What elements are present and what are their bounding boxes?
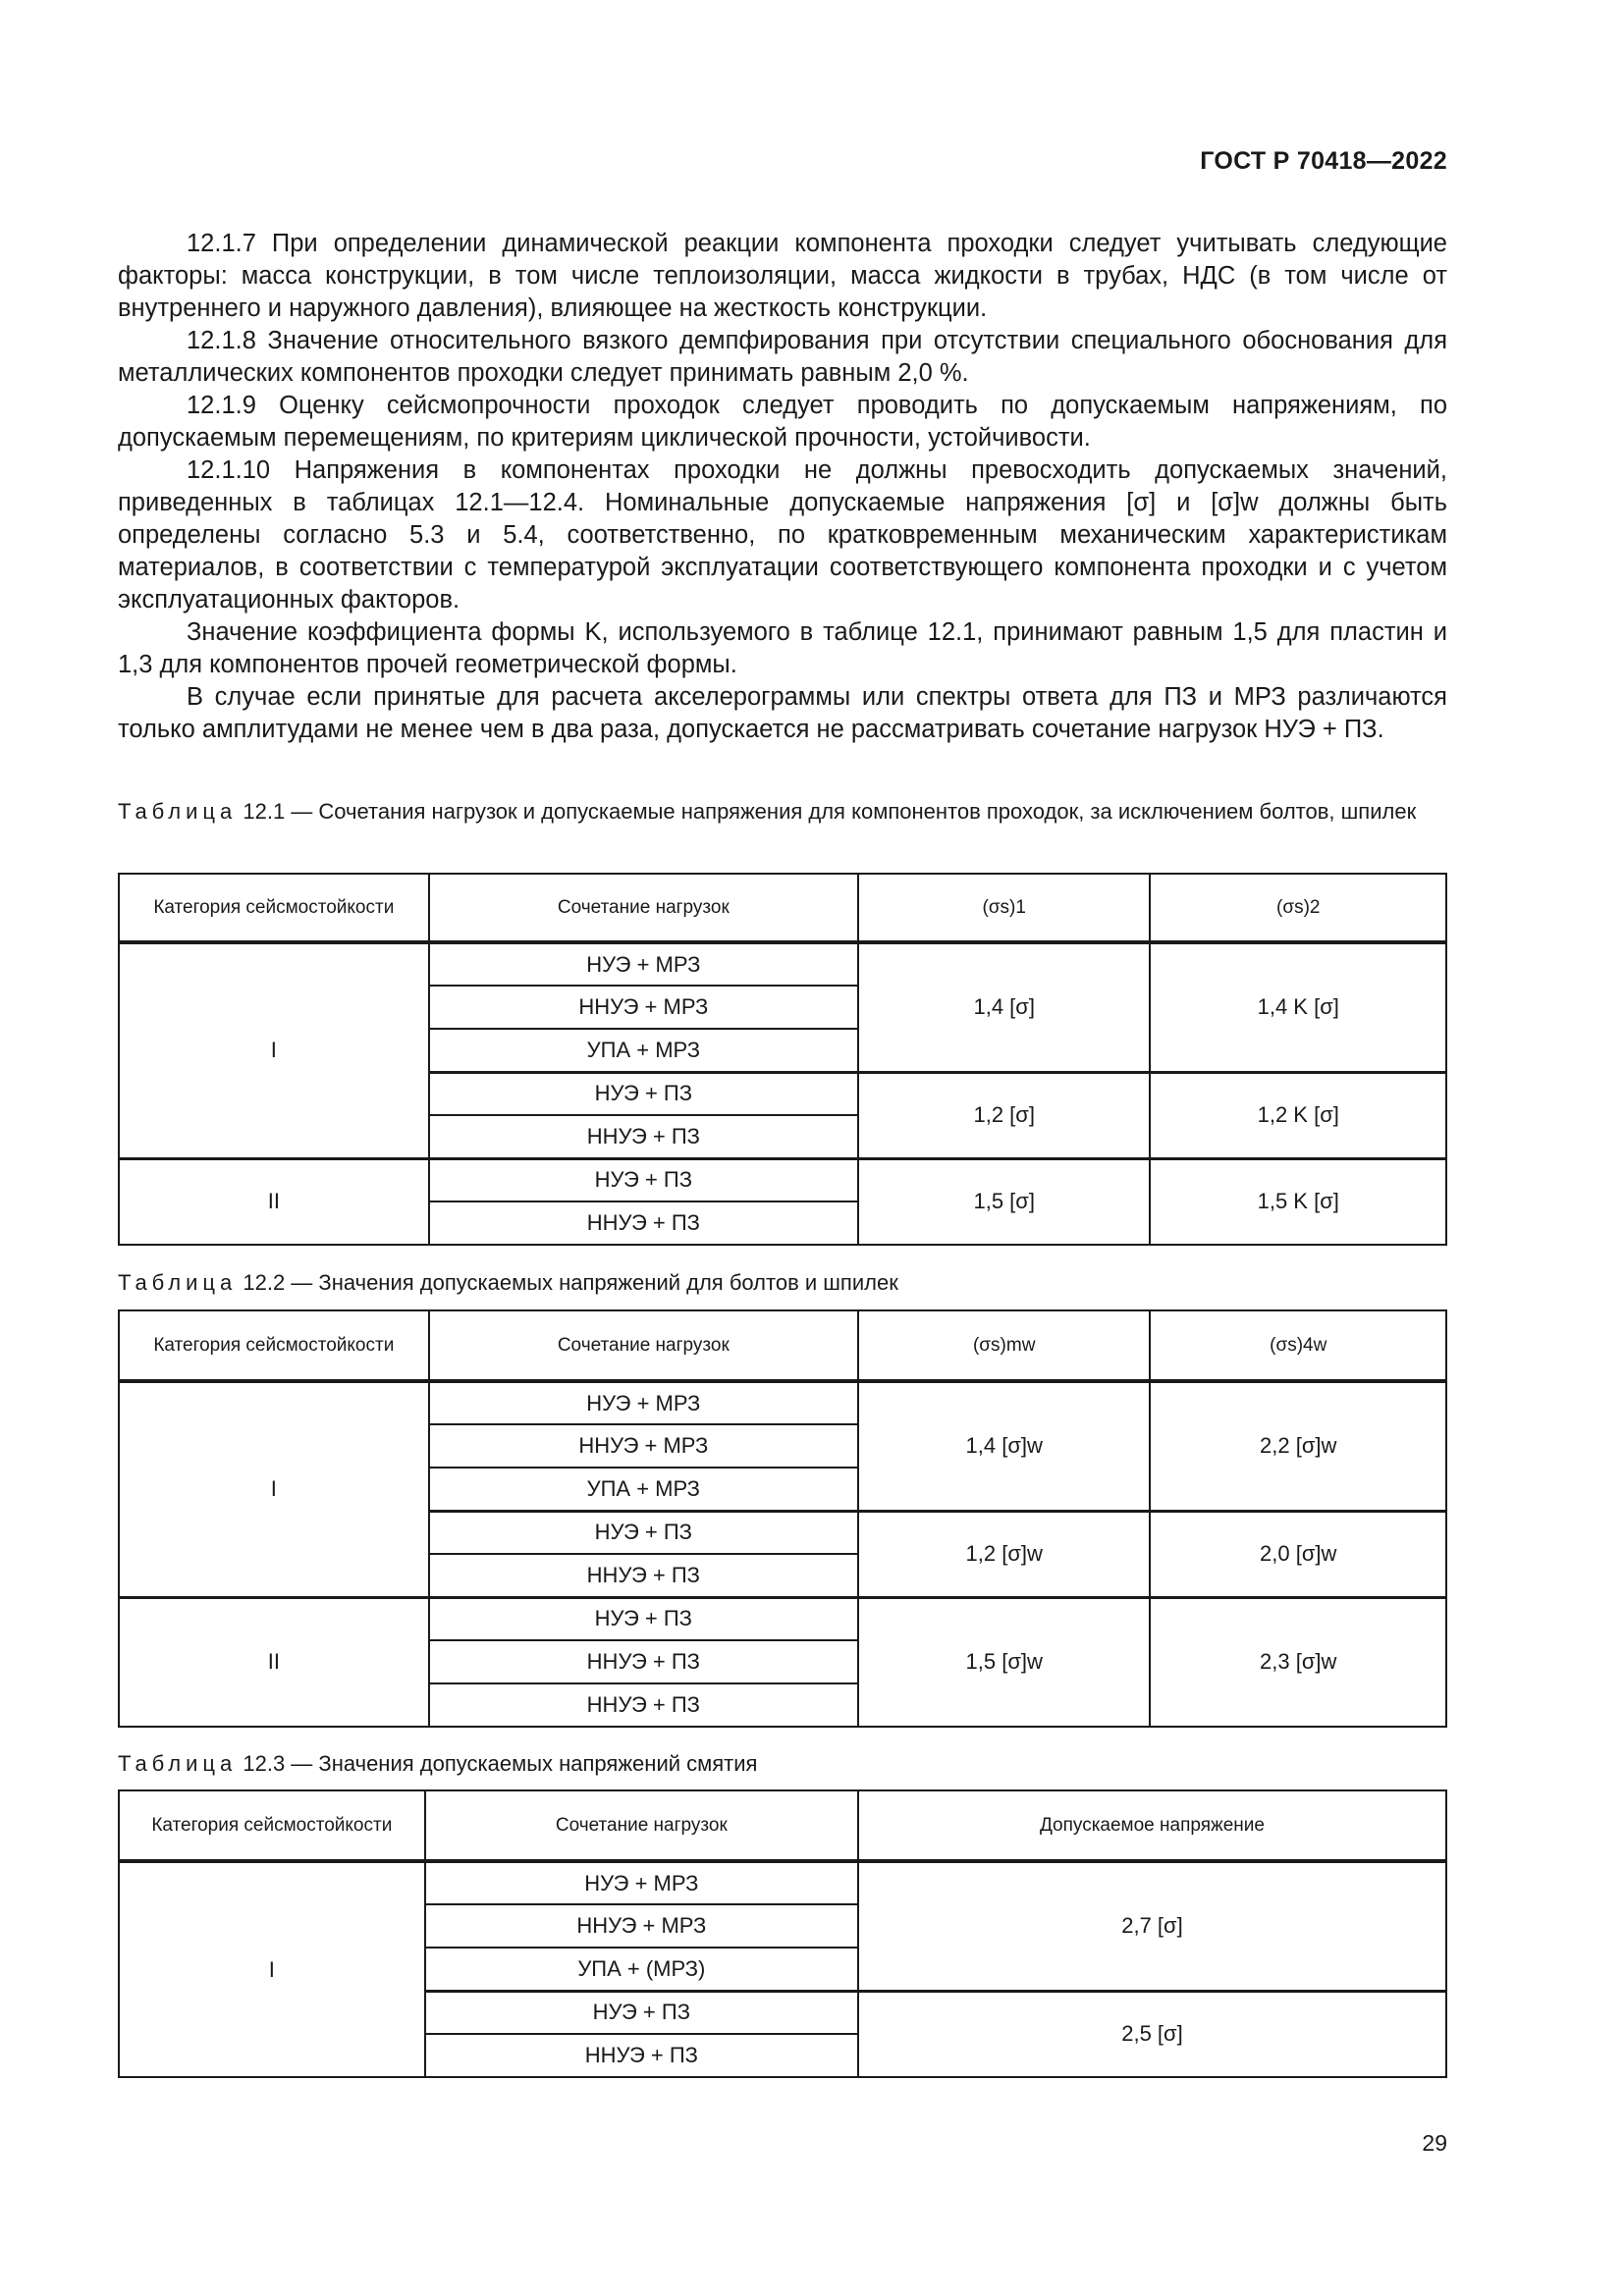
table-label: Таблица — [118, 799, 238, 824]
value-cell: 1,4 [σ]w — [858, 1381, 1151, 1511]
table-header-row — [119, 874, 1446, 942]
table-12-1 — [118, 873, 1447, 1246]
caption-text: 12.3 — Значения допускаемых напряжений смятия — [237, 1751, 758, 1776]
load-combination-cell: НУЭ + МРЗ — [425, 1861, 858, 1904]
table-label: Таблица — [118, 1270, 238, 1295]
table-header-row — [119, 1310, 1446, 1381]
table-12-3-caption — [118, 1749, 1447, 1779]
table-row — [119, 1597, 1446, 1640]
load-combination-cell: ННУЭ + ПЗ — [429, 1640, 858, 1683]
header-allowable-stress: Допускаемое напряжение — [858, 1790, 1446, 1861]
load-combination-cell: УПА + (МРЗ) — [425, 1948, 858, 1991]
value-cell: 1,2 [σ]w — [858, 1511, 1151, 1597]
paragraph-amplitudes: В случае если принятые для расчета акселерограммы или спектры ответа для ПЗ и МРЗ различаются только амплитудами не менее чем в два раза, допускается не рассматривать сочетание нагрузок НУЭ + ПЗ. — [118, 683, 1447, 743]
value-cell: 1,4 [σ] — [858, 942, 1151, 1072]
load-combination-cell: НУЭ + МРЗ — [429, 942, 858, 986]
value-cell: 1,2 [σ] — [858, 1072, 1151, 1158]
load-combination-cell: НУЭ + ПЗ — [429, 1597, 858, 1640]
paragraph-shape-factor: Значение коэффициента формы K, используемого в таблице 12.1, принимают равным 1,5 для пластин и 1,3 для компонентов прочей геометрической формы. — [118, 618, 1447, 678]
header-load-combination: Сочетание нагрузок — [429, 1310, 858, 1381]
load-combination-cell: НУЭ + ПЗ — [425, 1991, 858, 2034]
category-cell: II — [119, 1597, 429, 1727]
load-combination-cell: ННУЭ + МРЗ — [425, 1904, 858, 1948]
value-cell: 1,4 K [σ] — [1150, 942, 1446, 1072]
value-cell: 1,5 K [σ] — [1150, 1158, 1446, 1245]
table-12-2 — [118, 1309, 1447, 1728]
load-combination-cell: НУЭ + ПЗ — [429, 1158, 858, 1201]
load-combination-cell: ННУЭ + ПЗ — [429, 1554, 858, 1597]
load-combination-cell: НУЭ + ПЗ — [429, 1511, 858, 1554]
value-cell: 1,5 [σ] — [858, 1158, 1151, 1245]
load-combination-cell: НУЭ + ПЗ — [429, 1072, 858, 1115]
category-cell: I — [119, 942, 429, 1158]
category-cell: II — [119, 1158, 429, 1245]
load-combination-cell: УПА + МРЗ — [429, 1468, 858, 1511]
paragraph-12-1-9: 12.1.9 Оценку сейсмопрочности проходок следует проводить по допускаемым напряжениям, по допускаемым перемещениям, по критериям циклической прочности, устойчивости. — [118, 392, 1447, 452]
header-category: Категория сейсмостойкости — [119, 874, 429, 942]
load-combination-cell: ННУЭ + ПЗ — [425, 2034, 858, 2077]
value-cell: 1,5 [σ]w — [858, 1597, 1151, 1727]
page-number: 29 — [1422, 2130, 1447, 2156]
table-12-3 — [118, 1789, 1447, 2078]
load-combination-cell: УПА + МРЗ — [429, 1029, 858, 1072]
table-12-1-caption — [118, 797, 1447, 827]
category-cell: I — [119, 1381, 429, 1597]
value-cell: 2,3 [σ]w — [1150, 1597, 1446, 1727]
header-load-combination: Сочетание нагрузок — [425, 1790, 858, 1861]
table-row — [119, 1381, 1446, 1424]
load-combination-cell: ННУЭ + МРЗ — [429, 986, 858, 1029]
header-category: Категория сейсмостойкости — [119, 1790, 425, 1861]
table-12-2-caption — [118, 1268, 1447, 1298]
caption-text: 12.2 — Значения допускаемых напряжений для болтов и шпилек — [237, 1270, 898, 1295]
header-category: Категория сейсмостойкости — [119, 1310, 429, 1381]
table-row — [119, 942, 1446, 986]
value-cell: 2,0 [σ]w — [1150, 1511, 1446, 1597]
value-cell: 1,2 K [σ] — [1150, 1072, 1446, 1158]
body-text — [118, 228, 1447, 746]
paragraph-12-1-7: 12.1.7 При определении динамической реакции компонента проходки следует учитывать следующие факторы: масса конструкции, в том числе теплоизоляции, масса жидкости в трубах, НДС (в том числе от внутреннего и наружного давления), влияющее на жесткость конструкции. — [118, 230, 1447, 322]
paragraph-12-1-8: 12.1.8 Значение относительного вязкого демпфирования при отсутствии специального обоснования для металлических компонентов проходки следует принимать равным 2,0 %. — [118, 327, 1447, 387]
table-label: Таблица — [118, 1751, 238, 1776]
value-cell: 2,2 [σ]w — [1150, 1381, 1446, 1511]
category-cell: I — [119, 1861, 425, 2077]
value-cell: 2,7 [σ] — [858, 1861, 1446, 1991]
load-combination-cell: ННУЭ + МРЗ — [429, 1424, 858, 1468]
load-combination-cell: ННУЭ + ПЗ — [429, 1683, 858, 1727]
load-combination-cell: ННУЭ + ПЗ — [429, 1201, 858, 1245]
paragraph-12-1-10: 12.1.10 Напряжения в компонентах проходки не должны превосходить допускаемых значений, приведенных в таблицах 12.1—12.4. Номинальные допускаемые напряжения [σ] и [σ]w должны быть определены согласно 5.3 и 5.4, соответственно, по кратковременным механическим характеристикам материалов, в соответствии с температурой эксплуатации соответствующего компонента проходки и с учетом эксплуатационных факторов. — [118, 456, 1447, 614]
header-sigma-s-2: (σs)2 — [1150, 874, 1446, 942]
value-cell: 2,5 [σ] — [858, 1991, 1446, 2077]
caption-text: 12.1 — Сочетания нагрузок и допускаемые напряжения для компонентов проходок, за исключением болтов, шпилек — [237, 799, 1417, 824]
load-combination-cell: ННУЭ + ПЗ — [429, 1115, 858, 1158]
document-id-header: ГОСТ Р 70418—2022 — [1200, 147, 1447, 175]
load-combination-cell: НУЭ + МРЗ — [429, 1381, 858, 1424]
header-sigma-s-4w: (σs)4w — [1150, 1310, 1446, 1381]
table-row — [119, 1861, 1446, 1904]
header-load-combination: Сочетание нагрузок — [429, 874, 858, 942]
table-header-row — [119, 1790, 1446, 1861]
table-row — [119, 1158, 1446, 1201]
header-sigma-s-mw: (σs)mw — [858, 1310, 1151, 1381]
header-sigma-s-1: (σs)1 — [858, 874, 1151, 942]
